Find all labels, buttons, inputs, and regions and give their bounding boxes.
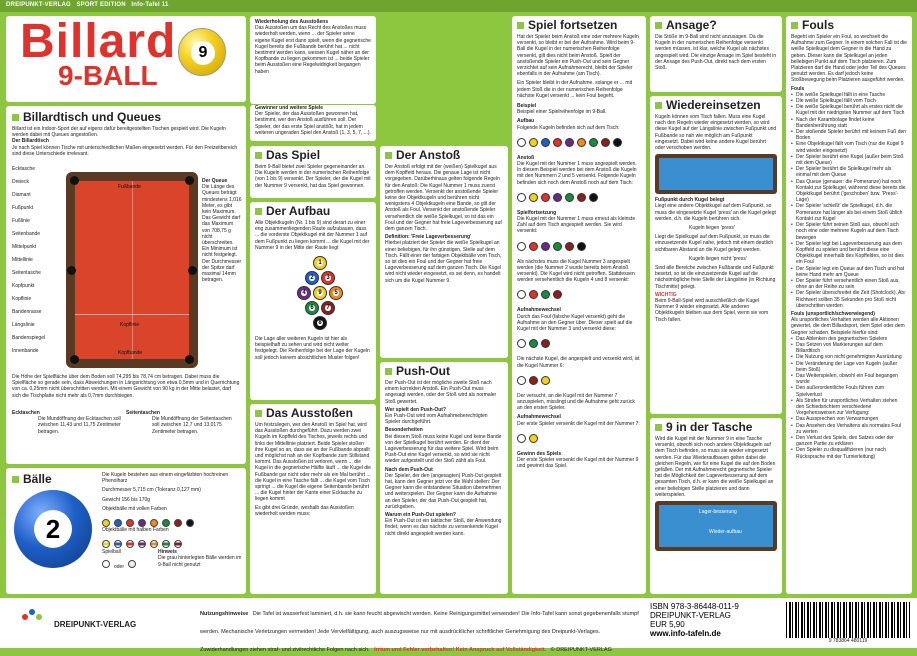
- aufbau-text2: Die Lage aller weiteren Kugeln ist hier als beispielhaft zu sehen und wird nicht weiter festgelegt. Die Reihenfolge bei der Lage der Kugeln soll jedoch keinem absichtlichen Muster folgen!: [255, 336, 370, 361]
- hinweis-text: Die grau hinterlegten Bälle werden im 9-Ball nicht genutzt: [158, 555, 242, 568]
- pushout-panel: [380, 362, 508, 594]
- list-item: • Der Spieler führt seinen Stoß aus, obwohl sich noch eine oder mehrere Kugeln auf dem Tisch bewegen: [791, 222, 899, 241]
- dann-text: Die nächste Kugel, die angespielt und versenkt wird, ist die Kugel Nummer 6:: [517, 356, 640, 369]
- table-label: Bandenspiegel: [12, 335, 46, 341]
- list-item: • Der Spieler überschreitet die Zeit (Shotclock). Als Richtwert sollten 35 Sekunden pro Stoß nicht überschritten werden: [791, 290, 905, 309]
- table-label: Fußpunkt: [12, 205, 34, 211]
- top-bar: [0, 0, 917, 12]
- example-row-4: [517, 286, 641, 304]
- queue-text: Die Länge des Queues beträgt mindestens 1,016 Meter, es gibt kein Maximum. Das Gewicht darf das Maximum von 708,75 g nicht überschreiten. Ein Minimum ist nicht festgelegt. Der Durchmesser der Spitze darf maximal 14mm betragen.: [202, 184, 242, 284]
- rack-ball-number: 4: [302, 290, 306, 297]
- pushout-heading: Push-Out: [396, 364, 450, 378]
- spiel4-heading: Spielfortsetzung: [517, 209, 557, 216]
- aufn2-heading: Aufnahmewechsel: [517, 414, 561, 421]
- seitentaschen-heading: Seitentaschen: [126, 410, 160, 416]
- list-item: • Der Spieler 'schießt' die Spielkugel, d.h. die Pomeranze hat länger als bei einem Stoß üblich Kontakt zur Kugel: [791, 203, 903, 222]
- gewinn-text: Der erste Spieler versenkt die Kugel mit der Nummer 9 und gewinnt das Spiel.: [517, 456, 639, 470]
- table-subheading: Der Billardtisch: [12, 138, 49, 145]
- wiederholung-heading: Wiederholung des Ausstoßens: [255, 19, 329, 25]
- hinweis-heading: Hinweis: [158, 549, 177, 556]
- nine-ball-logo: [178, 28, 226, 76]
- url: www.info-tafeln.de: [650, 629, 721, 638]
- fort-heading: Spiel fortsetzen: [528, 18, 618, 32]
- table-label: Bandenrasse: [12, 309, 42, 315]
- list-item: • Das Setzen von Markierungen auf dem Billardtisch: [791, 341, 883, 355]
- rack-ball: [313, 256, 327, 270]
- half-ball: [126, 540, 134, 548]
- ausstossen-panel: [250, 404, 376, 594]
- ansage-panel: [650, 16, 782, 92]
- full-ball: [150, 519, 158, 527]
- price: EUR 5,90: [650, 620, 685, 629]
- beispiel-text: Beispiel einer Spielreihenfolge im 9-Ball.: [517, 109, 607, 116]
- list-item: • Die Nutzung von nicht genehmigten Ausrüstung: [791, 354, 902, 361]
- table-label: Fußlinie: [12, 218, 30, 224]
- table-label: Kopfpunkt: [12, 283, 35, 289]
- list-item: • Der Spieler legt bei Lageverbesserung aus dem Kopffeld zu spielen und berührt diese eine Objektkugel innerhalb des Kopffeldes, so ist dies ein Foul: [791, 240, 904, 266]
- list-item: • Die Veränderung der Lage von Kugeln (außer beim Stoß): [791, 360, 898, 373]
- aufbau-panel: [250, 202, 376, 400]
- title-line1: Billard: [20, 15, 177, 68]
- fouls-list: [791, 92, 907, 309]
- balls-text3: Gewicht 156 bis 170g: [102, 496, 151, 503]
- hint-text: Die Tafel ist wasserfest laminiert, d.h. sie kann feucht abgewischt werden. Keine Reinigungsmittel verwenden! Die Info-Tafel kann sonst gegebenenfalls stumpf werden. Mechanische Verletzungen vermeiden! Jede Vervielfältigung, auch auszugsweise nur mit ausdrücklicher schriftlicher Genehmigung des Dreipunkt-Verlages. Zuwiderhandlungen ziehen straf- und zivilrechtliche Folgen nach sich.: [200, 611, 639, 653]
- full-balls-row: [102, 514, 242, 524]
- wieder-text: Kugeln können vom Tisch fallen. Muss eine Kugel nach den Regeln wieder eingesetzt werden, so wird diese Kugel auf der Längslinie zwischen Fußpunkt und Fußbande so nah wie möglich am Fußpunkt eingesetzt. Dabei wird keine andere Kugel berührt oder verschoben werden.: [655, 114, 777, 152]
- example-row-7: [517, 430, 641, 448]
- full-ball: [102, 519, 110, 527]
- col2-top: [250, 16, 376, 104]
- sind-text: Sind alle Bereiche zwischen Fußbande und Fußpunkt besetzt, so ist die einzusetzende Kugel auf die nächstmögliche freie Stelle der Längslinie (in Richtung Tischmitte) gelegt.: [655, 265, 776, 290]
- example-row-6: [517, 372, 641, 390]
- ausstossen-heading: Das Ausstoßen: [266, 406, 353, 420]
- aufn-heading: Aufnahmewechsel: [517, 307, 561, 314]
- table-label: Seitentasche: [12, 270, 41, 276]
- beispiel-heading: Beispiel: [517, 103, 537, 110]
- irrtum-text: Irrtum und Fehler vorbehalten! Kein Anspruch auf Vollständigkeit.: [374, 647, 547, 653]
- lage-label: Lager-besserung: [699, 509, 737, 516]
- queue-heading: Der Queue: [202, 178, 228, 184]
- table-intro: Billard ist ein Indoor-Sport der auf eigens dafür bereitgestellten Tischen gespielt wird. Die Kugeln werden dabei mit Queues angestoßen.: [12, 126, 226, 139]
- balls-text1: Die Kugeln bestehen aus einem eingefärbten hochreinen Phenolharz: [102, 472, 229, 485]
- besonder-text: Bei diesem Stoß muss keine Kugel und keine Bande von der Spielkugel berührt werden. Er dient der Lageverbesserung für das weitere Spiel. Wird beim Push-Out eine Kugel versenkt, so wird sie nicht wieder aufgestellt und der Stoß zählt als Foul.: [385, 433, 502, 465]
- verlag: DREIPUNKT-VERLAG: [650, 611, 731, 620]
- queue-box: [202, 178, 242, 283]
- table-label: Diamant: [12, 192, 31, 198]
- aufn2-text: Der erste Spieler versenkt die Kugel mit der Nummer 7:: [517, 420, 640, 427]
- spiel-panel-2: [250, 146, 376, 198]
- example-row-1: [517, 134, 641, 152]
- rack-ball: [321, 301, 335, 315]
- title-panel: [6, 16, 246, 102]
- rack-diagram: [255, 254, 371, 336]
- fouls-heading: Fouls: [802, 18, 834, 32]
- list-item: • Die weiße Spielkugel berührt als erstes nicht die Kugel mit der niedrigsten Nummer auf dem Tisch: [791, 104, 905, 117]
- list-item: • Den Spieler zu disqualifizieren (nur nach Rücksprache mit der Turnierleitung): [791, 447, 886, 460]
- rack-ball-number: 8: [318, 320, 322, 327]
- half-ball: [114, 540, 122, 548]
- label-fussbande: Fußbande: [118, 184, 141, 190]
- rack-ball: [297, 286, 311, 300]
- anstoss4-heading: Anstoß: [517, 154, 535, 161]
- list-item: • Der Spieler berührt eine Kugel (außer beim Stoß mit dem Queue): [791, 153, 904, 167]
- table-label: Mittellinie: [12, 257, 33, 263]
- table-panel: [6, 106, 246, 464]
- balls-text2: Durchmesser 5,715 cm (Toleranz 0,127 mm): [102, 487, 201, 494]
- half-ball: [174, 540, 182, 548]
- wieder-panel: [650, 96, 782, 414]
- ansage-heading: Ansage?: [666, 18, 717, 32]
- oder-label: oder: [114, 564, 125, 571]
- mini-table-1: [655, 154, 777, 194]
- anstoss-text: Der Anstoß erfolgt mit der (weißen) Spielkugel aus dem Kopffeld heraus. Die genaue Lage ist nicht vorgegeben. Darüberhinaus gelten folgende Regeln für den Anstoß: Die Kugel Nummer 1 muss zuerst getroffen werden. Versenkt der anstoßende Spieler keine der Objektkugeln und berühren nicht wenigstens 4 Objektkugeln eine Bande, so gilt der Anstoß als Foul. Versenkt der anstoßende Spieler versehentlich die weiße Spielkugel, so ist das ein Foul und der Gegner hat freie Lageverbesserung auf dem ganzen Tisch.: [385, 164, 502, 233]
- spiel-text: Beim 9-Ball bietet zwei Spieler gegeneinander an. Die Kugeln werden in der numerischen Reihenfolge (von 1 bis 9) versenkt. Der Spieler, der die Kugel mit der Nummer 9 versenkt, hat das Spiel gewonnen.: [255, 164, 371, 189]
- list-item: • Der stoßende Spieler berührt mit keinem Fuß den Boden: [791, 129, 907, 142]
- anstoss4-text: Die Kugel mit der Nummer 1 muss angespielt werden. In diesem Beispiel werden bei dem Anstoß die Kugeln mit den Nummern 2 und 5 versenkt. Folgende Kugeln befinden sich noch dem Anstoß noch auf dem Tisch:: [517, 161, 637, 186]
- wieder-heading: Wiedereinsetzen: [666, 98, 761, 112]
- half-ball: [162, 540, 170, 548]
- table-label: Mittelpunkt: [12, 244, 37, 250]
- fortsetzen-panel: [512, 16, 646, 594]
- unsport-text: Als unsportliches Verhalten werden alle Aktionen gewertet, die dem Billardsport, dem Spiel oder dem Gegner schaden. Beispiele hierfür sind:: [791, 317, 905, 336]
- aufbau4-text: Folgende Kugeln befinden sich auf dem Tisch:: [517, 124, 620, 131]
- full-ball: [114, 519, 122, 527]
- list-item: • Eine Objektkugel fällt vom Tisch (nur die Kugel 9 wird wieder eingesetzt): [791, 141, 904, 154]
- two-ball-icon: [14, 490, 92, 568]
- table-label: Längslinie: [12, 322, 35, 328]
- title-line2: 9-BALL: [58, 60, 158, 91]
- anstoss-heading: Der Anstoß: [396, 148, 461, 162]
- press2-label: Kugeln liegen nicht 'press': [689, 255, 747, 262]
- fuss2-text: Liegt die Spielkugel auf dem Fußpunkt, so muss die einzusetzende Kugel nahe, jedoch mit einem deutlich sichtbaren Abstand an die Kugel gelegt werden.: [655, 234, 774, 253]
- label-kopfbande: Kopfbande: [118, 350, 143, 356]
- besonder-heading: Besonderheiten: [385, 427, 423, 434]
- example-row-5: [517, 335, 641, 353]
- list-item: • Das Weiterspielen, obwohl ein Foul begangen wurde: [791, 372, 898, 386]
- nach-text: Der Spieler, der den (angesagten) Push-Out gespielt hat, kann den Gegner jetzt vor die Wahl stellen: Der Gegner kann die entstandene Situation übernehmen und weiterspielen. Der Gegner kann die Aufnahme an den Spieler, der das Push-Out gespielt hat, zurückgeben.: [385, 472, 502, 510]
- fuss-text: Liegt eine andere Objektkugel auf dem Fußpunkt, so muss die eingesetzte Kugel 'press' an die Kugel gelegt werden, d.h. die Kugeln berühren sich.: [655, 203, 776, 222]
- two-ball-number: 2: [34, 510, 72, 548]
- gewinner-panel: [250, 105, 376, 141]
- edition: SPORT EDITION: [76, 2, 126, 8]
- half-ball: [102, 540, 110, 548]
- full-ball: [126, 519, 134, 527]
- copyright: © DREIPUNKT-VERLAG: [550, 647, 612, 653]
- wer-text: Ein Push-Out wird vom Aufnahmeberechtigten Spieler durchgeführt.: [385, 413, 488, 426]
- tasche-text: Wird die Kugel mit der Nummer 9 in eine Tasche versenkt, obwohl sich noch andere Objektkugeln auf dem Tisch befinden, so muss sie wieder eingesetzt werden. Für das Wiederaufbauen gelten dabei die gleichen Regeln, wie für eine Kugel die auf den Boden gefallen. Der mit Aufnahmerecht gegnerische Spieler hat die Möglichkeit der Lageverbesserung auf dem gesamten Tisch, d.h. er kann die weiße Spielkugel an einer beliebigen Stelle platzieren und dann weiterspielen.: [655, 436, 776, 498]
- table-bottom-text: Die Höhe der Spielfläche über dem Boden soll 74,295 bis 78,74 cm betragen. Dabei muss die Spielfläche so gerade sein, dass Abweichungen in Längsrichtung von etwa 0,5mm und in Querrichtung von ca. 0,25mm nicht überschritten werden. Mit einem Gewicht von 90 kg in der Mitte belastet, darf sich die Tischplatte nicht mehr als 0,7mm durchbiegen.: [12, 374, 240, 399]
- wer-heading: Wer spielt den Push-Out?: [385, 406, 447, 413]
- pushout-text: Der Push-Out ist der mögliche zweite Stoß nach einem korrekten Anstoß. Ein Push-Out muss angesagt werden, oder der Stoß wird als normaler Stoß gewertet.: [385, 380, 497, 405]
- rack-ball: [305, 271, 319, 285]
- hint-heading: Nutzungshinweise: [200, 611, 249, 617]
- fuss-heading: Fußpunkt durch Kugel belegt: [655, 197, 725, 204]
- full-ball: [138, 519, 146, 527]
- full-ball: [174, 519, 182, 527]
- aufbau-text: Alle Objektkugeln (Nr. 1 bis 9) sind derart zu einer eng zusammenliegenden Raute aufzubauen, dass ... die vorderste Objektkugel mit der Nummer 1 auf dem Fußpunkt zu liegen kommt ... die Kugel mit der Nummer 9 in der Mitte der Raute liegt: [255, 220, 370, 251]
- tasche-diagram: [655, 501, 777, 551]
- rack-ball-number: 1: [318, 260, 322, 267]
- fouls-text: Begeht ein Spieler ein Foul, so wechselt die Aufnahme zum Gegner. In einem solchen Fall ist die weiße Spielkugel dem Gegner in die Hand zu geben. Dieser kann die Spielkugel an jeden beliebigen Punkt auf dem Tisch platzieren. Zum Platzieren darf die Hand oder jeder Teil des Queues genutzt werden. Es darf jedoch keine Stoßbewegung beim Platzieren ausgeführt werden.: [791, 34, 907, 84]
- warum-heading: Warum ein Push-Out spielen?: [385, 512, 456, 519]
- ecktaschen-text: Die Mundöffnung der Ecktaschen soll zwischen 11,43 und 11,75 Zentimeter betragen.: [38, 416, 121, 435]
- gewinn-heading: Gewinn des Spiels: [517, 450, 562, 457]
- gewinner-heading: Gewinner und weitere Spiele: [255, 105, 324, 111]
- balls-heading: Bälle: [23, 472, 52, 486]
- naechst-text: Als nächstes muss die Kugel Nummer 3 angespielt werden (die Nummer 2 wurde bereits beim Anstoß versenkt). Die Kugel wird nicht getroffen. Stattdessen werden versehentlich die Kugeln 4 und 8 versenkt:: [517, 258, 635, 284]
- spielball-label: Spielball: [102, 549, 121, 556]
- half-balls-row: [102, 535, 242, 545]
- anstoss-panel: [380, 146, 508, 358]
- list-item: • Den Verlust des Spiels, des Satzes oder der ganzen Partie zu erklären: [791, 435, 894, 448]
- list-item: • Der Spieler führt versehentlich einen Stoß aus, ohne an der Reihe zu sein: [791, 277, 900, 291]
- wieder-label: Wieder-aufbau: [709, 529, 742, 536]
- table-label: Dreieck: [12, 179, 29, 185]
- fouls-sub: Fouls: [791, 85, 805, 92]
- rack-ball: [329, 286, 343, 300]
- seitentaschen-text: Die Mundöffnung der Seitentaschen soll zwischen 12,7 und 13,0175 Zentimeter betragen.: [152, 416, 232, 435]
- table-label: Seitenbande: [12, 231, 41, 237]
- barcode: [786, 602, 910, 640]
- unsport-list: [791, 336, 907, 460]
- list-item: • Das Ansehen des Verhaltens als normales Foul zu werten: [791, 422, 902, 435]
- cue-ball-alt: [128, 560, 136, 568]
- balls-panel: [6, 468, 246, 594]
- table-label: Kopflinie: [12, 296, 32, 302]
- list-item: • Das Aussprechen von Verwarnungen: [791, 416, 879, 423]
- unsport-heading: Fouls (unsportlich/schwerwiegend): [791, 310, 875, 317]
- billiard-table-diagram: [66, 172, 198, 368]
- ecktaschen-heading: Ecktaschen: [12, 410, 40, 416]
- table-heading: Billardtisch und Queues: [23, 110, 162, 124]
- wichtig-text: Beim 9-Ball-Spiel wird ausschließlich die Kugel Nummer 9 wieder eingesetzt. Alle anderen Objektkugeln bleiben aus dem Spiel, wenn sie vom Tisch fallen.: [655, 298, 769, 323]
- publisher: DREIPUNKT-VERLAG: [6, 2, 71, 8]
- list-item: • Die weiße Spielkugel fällt in eine Tasche: [791, 91, 886, 98]
- bleibt-text: Ein Spieler bleibt in der Aufnahme, solange er ... mit jedem Stoß die in der numerischen Reihenfolge nächste Kugel versenkt ... kein Foul begeht.: [517, 80, 633, 99]
- rack-ball: [313, 316, 327, 330]
- ausstossen-text2: Es gibt drei Gründe, weshalb das Ausstoßen wiederholt werden muss:: [255, 504, 354, 517]
- list-item: • Der Spieler legt ein Queue auf den Tisch und hat keine Hand mehr am Queue: [791, 265, 905, 278]
- tasche-heading: 9 in der Tasche: [666, 420, 753, 434]
- isbn: ISBN 978-3-86448-011-9: [650, 602, 739, 611]
- aufbau-heading: Der Aufbau: [266, 204, 331, 218]
- full-ball: [186, 519, 194, 527]
- half-ball: [138, 540, 146, 548]
- freie-text: Hierbei platziert der Spieler die weiße Spielkugel an einer beliebigen, für ihn günstigen, Stelle auf dem Tisch. Fällt einer der farbigen Objektbälle vom Tisch, so ist dies ein Foul und der Gegner hat freie Lageverbesserung auf dem ganzen Tisch. Die Kugel wird nicht wieder eingesetzt, es sei denn, es handelt sich um die Kugel Nummer 9.: [385, 240, 502, 284]
- wichtig-heading: WICHTIG: [655, 291, 677, 298]
- example-row-3: [517, 238, 641, 256]
- logo-icon: [22, 606, 42, 626]
- table-subtext: Je nach Spiel können Tische mit unterschiedlichen Maßen eingesetzt werden. Für den Freizeitbereich sind diese Unterschiede irrelevant.: [12, 144, 238, 157]
- spiel4-text: Die Kugel mit der Nummer 1 muss erneut als kleinste Zahl auf dem Tisch angespielt werden. Sie wird versenkt:: [517, 216, 636, 235]
- example-row-2: [517, 189, 641, 207]
- warum-text: Ein Push-Out ist ein taktischer Stoß, der Anwendung findet, wenn es das nächste zu versenkende Kugel nicht direkt angespielt werden kann.: [385, 518, 502, 537]
- aufbau4-heading: Aufbau: [517, 118, 535, 125]
- versucht-text: Der versucht, an die Kugel mit der Nummer 7 anzuspielen, misslingt und die Aufnahme geht zurück an den ersten Spieler.: [517, 392, 635, 412]
- rack-ball: [305, 301, 319, 315]
- rack-ball-number: 3: [326, 275, 330, 282]
- half-ball: [150, 540, 158, 548]
- rack-ball: [321, 271, 335, 285]
- gewinner-text: Der Spieler, der das Ausstoßen gewonnen hat, bestimmt, wer den Anstoß ausführen soll. Der Spieler, der das erste Spiel anstößt, hat in jedem weiteren ungeraden Spiel den Anstoß (1, 3, 5, 7, ...).: [255, 111, 371, 136]
- list-item: • Als Strafen für unsportliches Verhalten stehen den Schiedsrichtern verschiedene Vorgehensweisen zur Verfügung:: [791, 397, 898, 417]
- list-item: • Nach der Karambolage findet keine Bandenberührung statt: [791, 116, 875, 129]
- sheet-number: Info-Tafel 11: [131, 2, 169, 8]
- wiederholung-text: Das Ausstoßen um das Recht des Anstoßes muss wiederholt werden, wenn ... der Spieler seine eigene Kugel erst dann spielt, wenn die gegnerische Kugel bereits die Fußbande berührt hat ... nicht bestimmt werden kann, wessen Kugel näher an der Kopfbande zu liegen gekommen ist ... beide Spieler beim Ausstoßen eine Regelwidrigkeit begangen haben: [255, 25, 371, 75]
- table-label: Innenbande: [12, 348, 39, 354]
- rack-ball: [313, 286, 327, 300]
- label-full: Objektbälle mit vollen Farben: [102, 505, 167, 512]
- tasche-panel: [650, 418, 782, 594]
- rack-ball-number: 5: [334, 290, 338, 297]
- table-labels: [12, 166, 66, 361]
- fort-text: Hat der Spieler beim Anstoß eine oder mehrere Kugeln versenkt, so bleibt er bei der Aufnahme. Wird beim 9-Ball die Kugel in der numerischen Reihenfolge versenkt, gilt dies nicht beim Anstoß. Spielt der anstoßende Spieler ein Push-Out und sein Gegner verzichtet auf sein Aufnahmerecht, bleibt der Spieler ebenfalls in der Aufnahme (am Tisch).: [517, 34, 639, 78]
- list-item: • Das Queue (genauer: die Pomeranze) hat noch Kontakt zur Spielkugel, während diese bereits die Objektkugel berührt ('geschoben' bzw. 'Press'-Lage): [791, 178, 906, 204]
- ausstossen-text: Um festzulegen, wer den Anstoß im Spiel hat, wird das Ausstoßen durchgeführt. Dazu werden zwei Kugeln im Kopffeld des Tisches, jeweils rechts und links der Mittellinie platziert. Beide Spieler stoßen ihre Kugel so an, dass sie an der Fußbande abprallt und möglichst nah an der Kopfbande zum Stillstand kommt. Das Ausstoßen ist verloren, wenn ... die Kugel in die gegnerische Hälfte läuft ... die Kugel die Fußbande gar nicht oder mehr als ein Mal berührt ... die Kugel in eine Tasche fällt ... die Kugel vom Tisch springt ... die Kugel die eigene Seitenbande berührt ... die Kugel hinter der Kante einer Ecktasche zu liegen kommt: [255, 422, 371, 503]
- ansage-text: Die Stöße im 9-Ball sind nicht anzusagen. Da die Kugeln in der numerischen Reihenfolge versenkt werden müssen, ist klar, welche Kugel als nächstes angespielt wird. Die einzige Ansage im Spiel besteht in der Ansage des Push-Out, direkt nach dem ersten Stoß.: [655, 34, 777, 72]
- label-kopflinie: Kopflinie: [120, 322, 140, 328]
- list-item: • Den außerordentliche Fouls führen zum Spielverlust: [791, 385, 885, 398]
- spiel-heading: Das Spiel: [266, 148, 321, 162]
- label-half: Objektbälle mit halben Farben: [102, 527, 169, 534]
- rack-ball-number: 9: [318, 290, 322, 297]
- press1-label: Kugeln liegen 'press': [689, 225, 735, 232]
- cue-ball-white: [102, 560, 110, 568]
- table-label: Ecktasche: [12, 166, 36, 172]
- rack-ball-number: 2: [310, 275, 314, 282]
- full-ball: [162, 519, 170, 527]
- rack-ball-number: 6: [310, 305, 314, 312]
- nach-heading: Nach dem Push-Out: [385, 466, 433, 473]
- freie-heading: Definition: 'Freie Lageverbesserung': [385, 234, 472, 241]
- nine-ball-number: 9: [191, 41, 215, 65]
- logo-text: DREIPUNKT-VERLAG: [54, 620, 137, 629]
- rack-ball-number: 7: [326, 305, 330, 312]
- fouls-panel: [786, 16, 912, 594]
- aufn-text: Durch das Foul (falsche Kugel versenkt) geht die Aufnahme an den Gegner über. Dieser spielt auf die Kugel mit der Nummer 3 und versenkt diese:: [517, 313, 633, 333]
- list-item: • Das Ablenken des gegnerischen Spielers: [791, 335, 888, 342]
- bottom-bar: [0, 598, 917, 653]
- list-item: • Die weiße Spielkugel fällt vom Tisch: [791, 98, 876, 105]
- barcode-number: 9 783864 480119: [786, 638, 910, 644]
- list-item: • Der Spieler berührt die Spielkugel mehr als einmal mit dem Queue: [791, 166, 892, 179]
